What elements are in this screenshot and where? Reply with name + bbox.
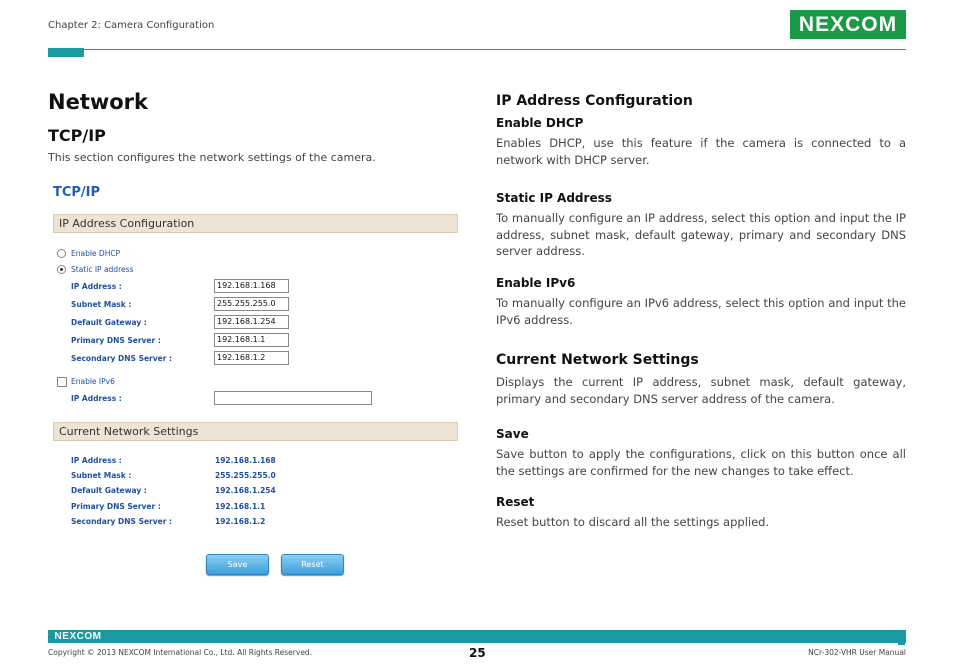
section-description: This section configures the network settings of the camera. (48, 151, 376, 164)
static-ip-text: To manually configure an IP address, select this option and input the IP address, subnet mask, default gateway, primary and secondary DNS server address. (496, 211, 906, 258)
chapter-label: Chapter 2: Camera Configuration (48, 20, 215, 31)
current-ip-value: 192.168.1.168 (215, 456, 276, 465)
enable-ipv6-heading: Enable IPv6 (496, 276, 576, 290)
save-text: Save button to apply the configurations, click on this button once all the settings are confirmed for the new changes to take effect. (496, 447, 906, 478)
enable-dhcp-heading: Enable DHCP (496, 116, 584, 130)
current-settings-header: Current Network Settings (53, 422, 458, 441)
reset-heading: Reset (496, 495, 535, 509)
page-title: Network (48, 90, 149, 114)
secondary-dns-label: Secondary DNS Server : (71, 354, 173, 363)
page-number: 25 (469, 646, 486, 660)
enable-ipv6-text: To manually configure an IPv6 address, select this option and input the IPv6 address. (496, 296, 906, 327)
static-ip-label: Static IP address (71, 265, 134, 274)
enable-ipv6-checkbox[interactable] (57, 377, 67, 387)
current-settings-heading: Current Network Settings (496, 352, 699, 368)
ip-address-input[interactable]: 192.168.1.168 (214, 279, 289, 293)
current-ip-label: IP Address : (71, 456, 122, 465)
current-secondary-dns-value: 192.168.1.2 (215, 517, 266, 526)
primary-dns-input[interactable]: 192.168.1.1 (214, 333, 289, 347)
logo-text: NEXCOM (798, 13, 898, 36)
enable-ipv6-label: Enable IPv6 (71, 377, 115, 386)
save-heading: Save (496, 427, 529, 441)
current-secondary-dns-label: Secondary DNS Server : (71, 517, 173, 526)
enable-dhcp-radio[interactable] (57, 249, 66, 258)
footer-logo (48, 630, 108, 643)
header-accent-block (48, 48, 84, 57)
footer-bar (48, 630, 906, 643)
enable-dhcp-label: Enable DHCP (71, 249, 121, 258)
ip-config-header: IP Address Configuration (53, 214, 458, 233)
save-button[interactable]: Save (206, 554, 269, 575)
ip-config-heading: IP Address Configuration (496, 93, 693, 109)
copyright-text: Copyright © 2013 NEXCOM International Co., Ltd. All Rights Reserved. (48, 648, 313, 657)
footer-square-icon (898, 638, 905, 645)
enable-dhcp-text: Enables DHCP, use this feature if the camera is connected to a network with DHCP server. (496, 136, 906, 167)
footer-square-icon (889, 630, 897, 638)
header-divider (48, 49, 906, 50)
current-settings-text: Displays the current IP address, subnet mask, default gateway, primary and secondary DNS server address of the camera. (496, 375, 906, 406)
subnet-mask-label: Subnet Mask : (71, 300, 132, 309)
nexcom-logo (790, 10, 906, 39)
static-ip-heading: Static IP Address (496, 191, 612, 205)
default-gateway-label: Default Gateway : (71, 318, 147, 327)
primary-dns-label: Primary DNS Server : (71, 336, 161, 345)
current-gateway-value: 192.168.1.254 (215, 486, 276, 495)
current-subnet-value: 255.255.255.0 (215, 471, 276, 480)
ipv6-address-label: IP Address : (71, 394, 122, 403)
manual-title: NCr-302-VHR User Manual (808, 648, 906, 657)
subnet-mask-input[interactable]: 255.255.255.0 (214, 297, 289, 311)
section-title: TCP/IP (48, 126, 106, 145)
current-gateway-label: Default Gateway : (71, 486, 147, 495)
static-ip-radio[interactable] (57, 265, 66, 274)
default-gateway-input[interactable]: 192.168.1.254 (214, 315, 289, 329)
reset-button[interactable]: Reset (281, 554, 344, 575)
reset-text: Reset button to discard all the settings applied. (496, 515, 770, 529)
screenshot-title: TCP/IP (53, 185, 101, 200)
current-subnet-label: Subnet Mask : (71, 471, 132, 480)
ipv6-address-input[interactable] (214, 391, 372, 405)
current-primary-dns-value: 192.168.1.1 (215, 502, 266, 511)
current-primary-dns-label: Primary DNS Server : (71, 502, 161, 511)
footer-logo-text: NEXCOM (54, 631, 102, 642)
ip-address-label: IP Address : (71, 282, 122, 291)
secondary-dns-input[interactable]: 192.168.1.2 (214, 351, 289, 365)
